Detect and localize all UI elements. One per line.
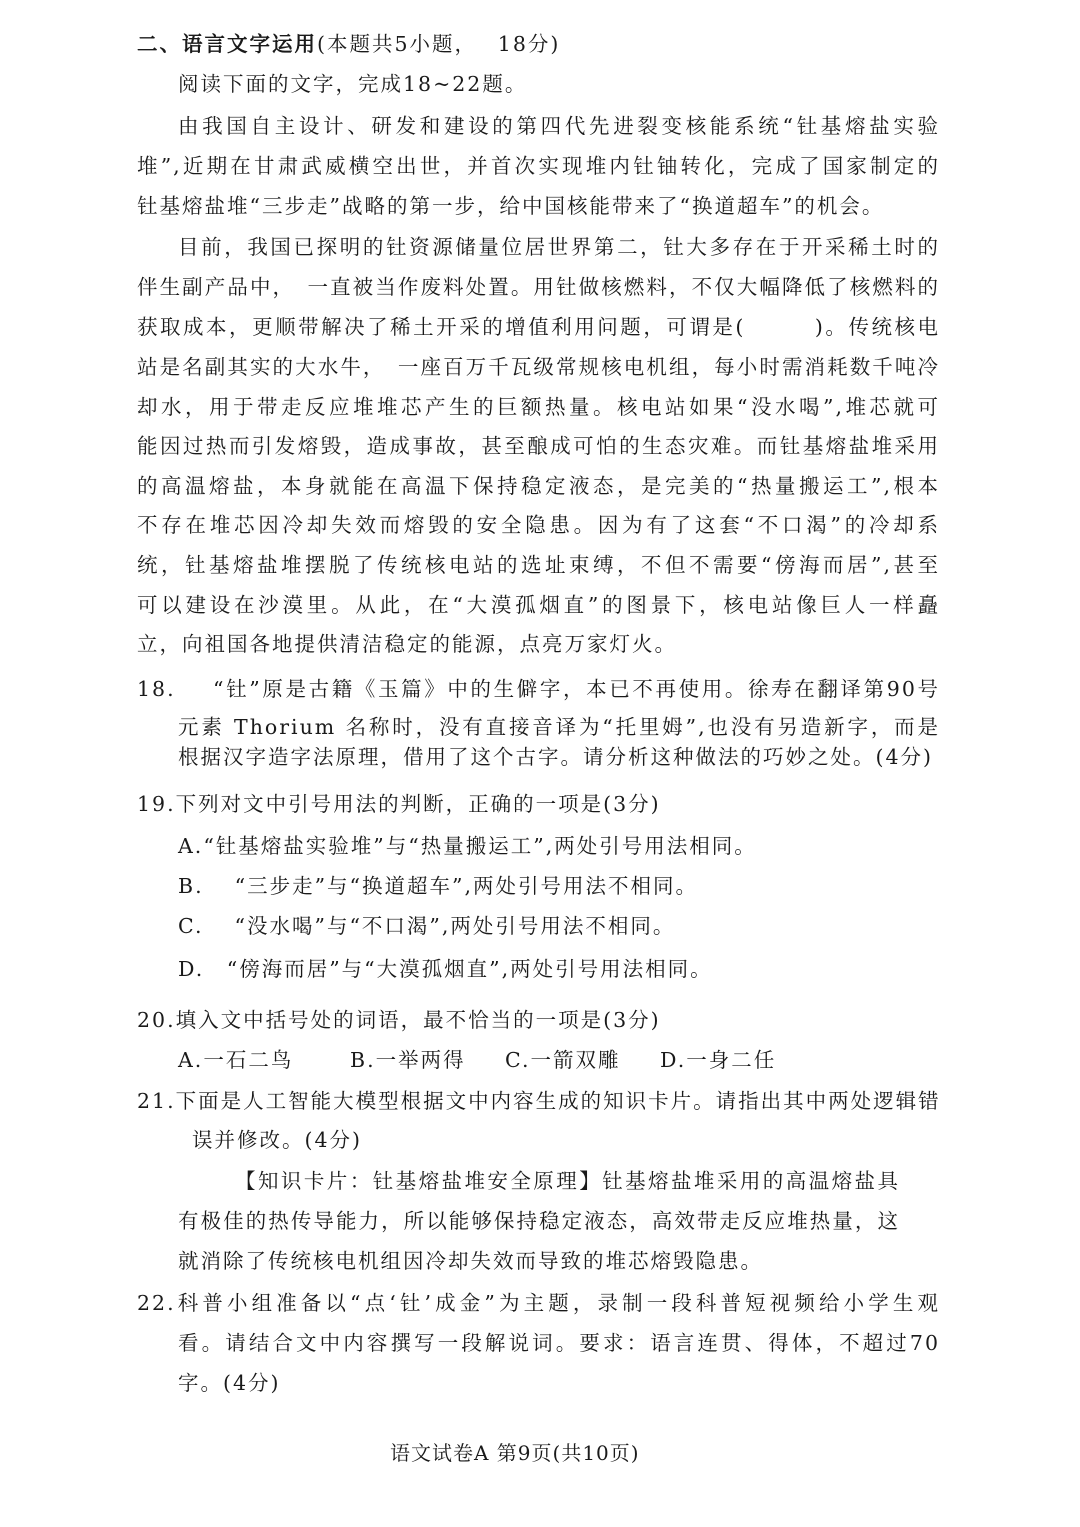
- q18-line: 元素 Thorium 名称时，没有直接音译为“托里姆”,也没有另造新字，而是: [178, 715, 940, 739]
- q21-line: 误并修改。(4分): [192, 1128, 363, 1152]
- passage-p2-line: 立，向祖国各地提供清洁稳定的能源，点亮万家灯火。: [137, 632, 677, 656]
- passage-p1-line: 由我国自主设计、研发和建设的第四代先进裂变核能系统“钍基熔盐实验: [178, 114, 940, 138]
- q21-card-line: 有极佳的热传导能力，所以能够保持稳定液态，高效带走反应堆热量，这: [178, 1209, 900, 1233]
- passage-p2-line: 目前，我国已探明的钍资源储量位居世界第二，钍大多存在于开采稀土时的: [178, 235, 940, 259]
- passage-p2-line: 统，钍基熔盐堆摆脱了传统核电站的选址束缚，不但不需要“傍海而居”,甚至: [137, 553, 940, 577]
- q18-number: 18.: [137, 677, 176, 701]
- passage-p2-line: 的高温熔盐，本身就能在高温下保持稳定液态，是完美的“热量搬运工”,根本: [137, 474, 940, 498]
- q21-card-line: 就消除了传统核电机组因冷却失效而导致的堆芯熔毁隐患。: [178, 1249, 763, 1273]
- section-note: (本题共5小题， 18分): [317, 32, 561, 56]
- page-footer: 语文试卷A 第9页(共10页): [390, 1441, 640, 1465]
- q19-option-d: D. “傍海而居”与“大漠孤烟直”,两处引号用法相同。: [178, 957, 713, 981]
- q19-option-b: B. “三步走”与“换道超车”,两处引号用法不相同。: [178, 874, 699, 898]
- q22-line: 22.科普小组准备以“点‘钍’成金”为主题，录制一段科普短视频给小学生观: [137, 1291, 940, 1315]
- q21-line: 21.下面是人工智能大模型根据文中内容生成的知识卡片。请指出其中两处逻辑错: [137, 1089, 941, 1113]
- q19-option-c: C. “没水喝”与“不口渴”,两处引号用法不相同。: [178, 914, 676, 938]
- q20-option-b: B.一举两得: [350, 1048, 466, 1072]
- q20-option-a: A.一石二鸟: [178, 1048, 294, 1072]
- q21-card-line: 【知识卡片：钍基熔盐堆安全原理】钍基熔盐堆采用的高温熔盐具: [235, 1169, 900, 1193]
- passage-p2-line: 可以建设在沙漠里。从此，在“大漠孤烟直”的图景下，核电站像巨人一样矗: [137, 593, 940, 617]
- passage-p1-line: 钍基熔盐堆“三步走”战略的第一步，给中国核能带来了“换道超车”的机会。: [137, 194, 885, 218]
- passage-p2-line: 站是名副其实的大水牛， 一座百万千瓦级常规核电机组，每小时需消耗数千吨冷: [137, 355, 940, 379]
- q18-line: 根据汉字造字法原理，借用了这个古字。请分析这种做法的巧妙之处。(4分): [178, 745, 934, 769]
- q19-option-a: A.“钍基熔盐实验堆”与“热量搬运工”,两处引号用法相同。: [178, 834, 757, 858]
- section-header: [137, 29, 560, 59]
- passage-p2-line: 能因过热而引发熔毁，造成事故，甚至酿成可怕的生态灾难。而钍基熔盐堆采用: [137, 434, 940, 458]
- q22-line: 字。(4分): [178, 1371, 281, 1395]
- passage-p2-line: 不存在堆芯因冷却失效而熔毁的安全隐患。因为有了这套“不口渴”的冷却系: [137, 513, 940, 537]
- passage-p2-line: 获取成本，更顺带解决了稀土开采的增值利用问题，可谓是( )。传统核电: [137, 315, 940, 339]
- q18-line: “钍”原是古籍《玉篇》中的生僻字，本已不再使用。徐寿在翻译第90号: [213, 677, 940, 701]
- q20-stem: 20.填入文中括号处的词语，最不恰当的一项是(3分): [137, 1008, 661, 1032]
- q22-line: 看。请结合文中内容撰写一段解说词。要求：语言连贯、得体，不超过70: [178, 1331, 940, 1355]
- q19-stem: 19.下列对文中引号用法的判断，正确的一项是(3分): [137, 792, 661, 816]
- passage-p2-line: 却水，用于带走反应堆堆芯产生的巨额热量。核电站如果“没水喝”,堆芯就可: [137, 395, 940, 419]
- section-title: 二、语言文字运用: [137, 32, 317, 56]
- q20-option-d: D.一身二任: [660, 1048, 777, 1072]
- passage-p2-line: 伴生副产品中， 一直被当作废料处置。用钍做核燃料，不仅大幅降低了核燃料的: [137, 275, 940, 299]
- section-instruction: 阅读下面的文字，完成18~22题。: [178, 72, 528, 96]
- passage-p1-line: 堆”,近期在甘肃武威横空出世，并首次实现堆内钍铀转化，完成了国家制定的: [137, 154, 940, 178]
- q20-option-c: C.一箭双雕: [505, 1048, 621, 1072]
